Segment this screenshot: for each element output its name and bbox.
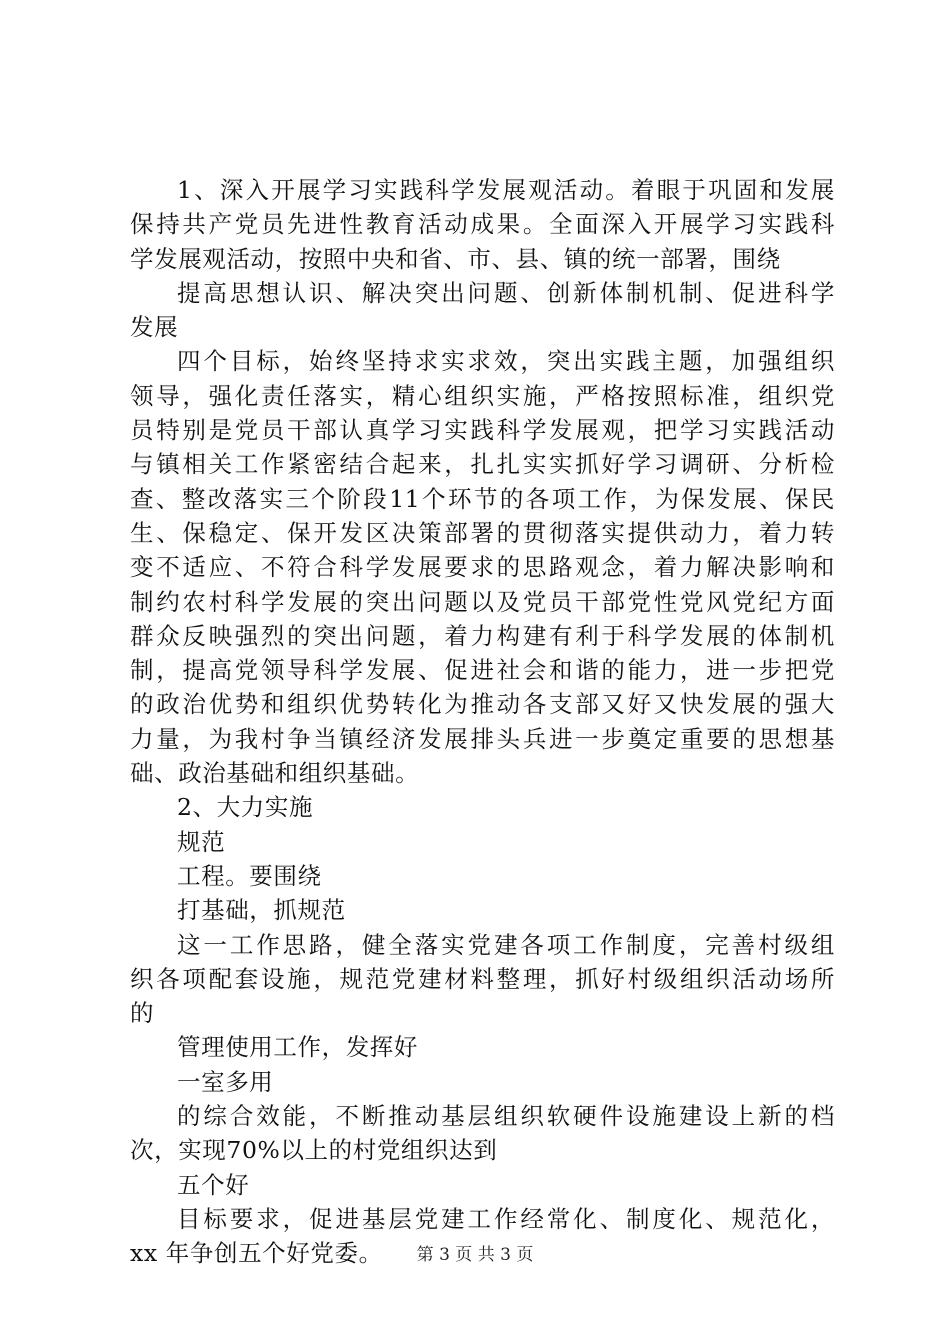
text-line: 础、政治基础和组织基础。 bbox=[130, 759, 420, 788]
text-line: 员特别是党员干部认真学习实践科学发展观，把学习实践活动 bbox=[130, 416, 835, 445]
text-line: 制约农村科学发展的突出问题以及党员干部党性党风党纪方面 bbox=[130, 587, 835, 616]
text-line: 提高思想认识、解决突出问题、创新体制机制、促进科学 bbox=[177, 278, 835, 307]
text-line: 这一工作思路，健全落实党建各项工作制度，完善村级组 bbox=[177, 930, 835, 959]
text-line: 目标要求，促进基层党建工作经常化、制度化、规范化， bbox=[177, 1204, 835, 1233]
text-line: 学发展观活动，按照中央和省、市、县、镇的统一部署，围绕 bbox=[130, 244, 781, 273]
text-line: 变不适应、不符合科学发展要求的思路观念，着力解决影响和 bbox=[130, 553, 835, 582]
text-line: 保持共产党员先进性教育活动成果。全面深入开展学习实践科 bbox=[130, 210, 835, 239]
text-line: 查、整改落实三个阶段11个环节的各项工作，为保发展、保民 bbox=[130, 484, 835, 513]
text-line: 规范 bbox=[177, 827, 226, 856]
text-line: 生、保稳定、保开发区决策部署的贯彻落实提供动力，着力转 bbox=[130, 518, 835, 547]
text-line: 工程。要围绕 bbox=[177, 861, 322, 890]
text-line: 1、深入开展学习实践科学发展观活动。着眼于巩固和发展 bbox=[177, 176, 835, 204]
text-line: 五个好 bbox=[177, 1170, 250, 1199]
text-line: 与镇相关工作紧密结合起来，扎扎实实抓好学习调研、分析检 bbox=[130, 450, 835, 479]
text-line: 的政治优势和组织优势转化为推动各支部又好又快发展的强大 bbox=[130, 690, 835, 719]
text-line: 群众反映强烈的突出问题，着力构建有利于科学发展的体制机 bbox=[130, 621, 835, 650]
text-line: 管理使用工作，发挥好 bbox=[177, 1033, 418, 1062]
text-line: 的 bbox=[130, 999, 155, 1028]
text-line: 的综合效能，不断推动基层组织软硬件设施建设上新的档 bbox=[177, 1102, 835, 1131]
document-body bbox=[130, 173, 835, 1271]
page-footer: 第 3 页 共 3 页 bbox=[416, 1245, 534, 1265]
text-line: 力量，为我村争当镇经济发展排头兵进一步奠定重要的思想基 bbox=[130, 724, 835, 753]
text-line: 发展 bbox=[130, 313, 179, 342]
text-line: 织各项配套设施，规范党建材料整理，抓好村级组织活动场所 bbox=[130, 964, 835, 993]
text-line: 一室多用 bbox=[177, 1067, 274, 1096]
text-line: 2、大力实施 bbox=[177, 793, 314, 822]
text-line: 制，提高党领导科学发展、促进社会和谐的能力，进一步把党 bbox=[130, 656, 835, 685]
text-line: xx 年争创五个好党委。 bbox=[130, 1239, 383, 1268]
text-line: 次，实现70%以上的村党组织达到 bbox=[130, 1136, 498, 1165]
text-line: 领导，强化责任落实，精心组织实施，严格按照标准，组织党 bbox=[130, 381, 835, 410]
text-line: 打基础，抓规范 bbox=[177, 896, 346, 925]
text-line: 四个目标，始终坚持求实求效，突出实践主题，加强组织 bbox=[177, 347, 835, 376]
